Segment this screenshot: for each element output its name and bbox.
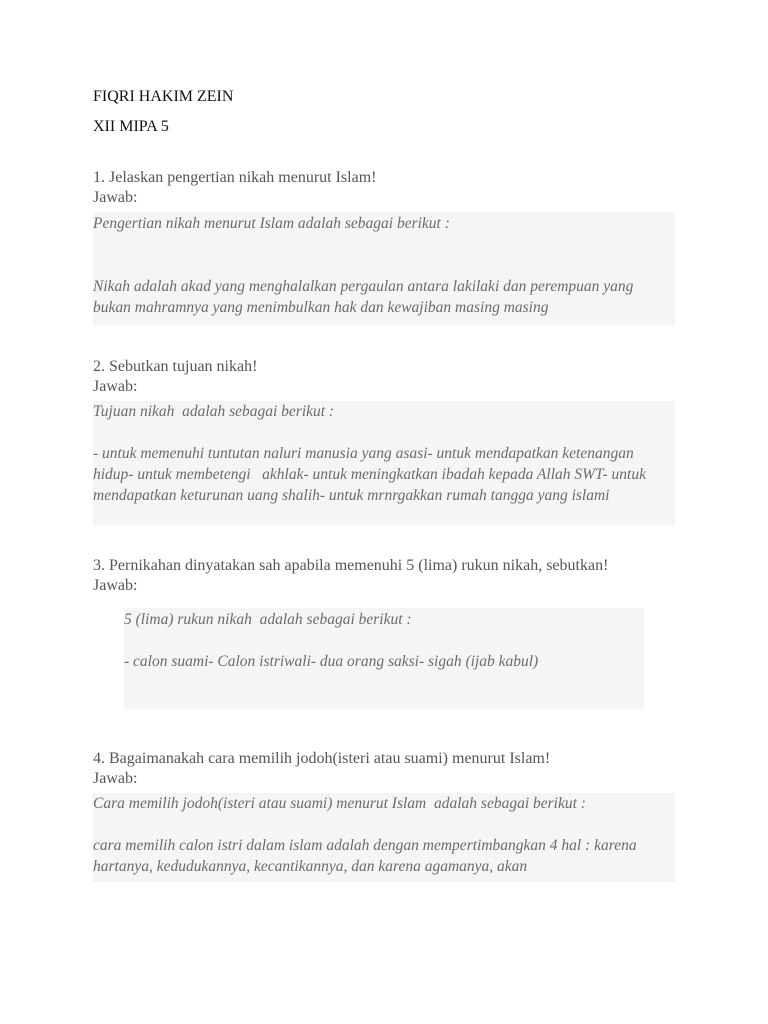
answer-4-label: Jawab: [93, 770, 138, 787]
answer-1-label: Jawab: [93, 189, 138, 206]
answer-1-box [93, 212, 675, 325]
question-3-text: 3. Pernikahan dinyatakan sah apabila memenuhi 5 (lima) rukun nikah, sebutkan! [93, 557, 609, 574]
question-block-2 [93, 357, 675, 525]
student-name: FIQRI HAKIM ZEIN [93, 88, 234, 105]
answer-4-intro: Cara memilih jodoh(isteri atau suami) menurut Islam adalah sebagai berikut : [93, 795, 586, 812]
question-block-4 [93, 749, 675, 882]
question-block-3 [93, 556, 675, 709]
answer-2-box [93, 401, 675, 525]
answer-3-intro: 5 (lima) rukun nikah adalah sebagai berikut : [124, 611, 412, 628]
answer-3-body: - calon suami- Calon istriwali- dua orang saksi- sigah (ijab kabul) [124, 653, 539, 670]
answer-2-body: - untuk memenuhi tuntutan naluri manusia yang asasi- untuk mendapatkan ketenangan hidup- untuk membetengi akhlak- untuk meningkatkan ibadah kepada Allah SWT- untuk mendapatkan keturunan uang shalih- untuk mrnrgakkan rumah tangga yang islami [93, 445, 650, 504]
answer-3-label: Jawab: [93, 577, 138, 594]
answer-1-intro: Pengertian nikah menurut Islam adalah sebagai berikut : [93, 215, 450, 232]
question-2-text: 2. Sebutkan tujuan nikah! [93, 358, 258, 375]
answer-3-box [124, 608, 644, 709]
question-block-1 [93, 168, 675, 325]
answer-4-box [93, 793, 675, 882]
question-1-text: 1. Jelaskan pengertian nikah menurut Islam! [93, 169, 377, 186]
document-page [93, 87, 675, 882]
answer-2-intro: Tujuan nikah adalah sebagai berikut : [93, 403, 335, 420]
question-4-text: 4. Bagaimanakah cara memilih jodoh(isteri atau suami) menurut Islam! [93, 750, 551, 767]
answer-2-label: Jawab: [93, 378, 138, 395]
answer-1-body: Nikah adalah akad yang menghalalkan pergaulan antara lakilaki dan perempuan yang bukan mahramnya yang menimbulkan hak dan kewajiban masing masing [93, 278, 638, 316]
student-class: XII MIPA 5 [93, 118, 169, 135]
answer-4-body: cara memilih calon istri dalam islam adalah dengan mempertimbangkan 4 hal : karena hartanya, kedudukannya, kecantikannya, dan karena agamanya, akan [93, 837, 641, 875]
